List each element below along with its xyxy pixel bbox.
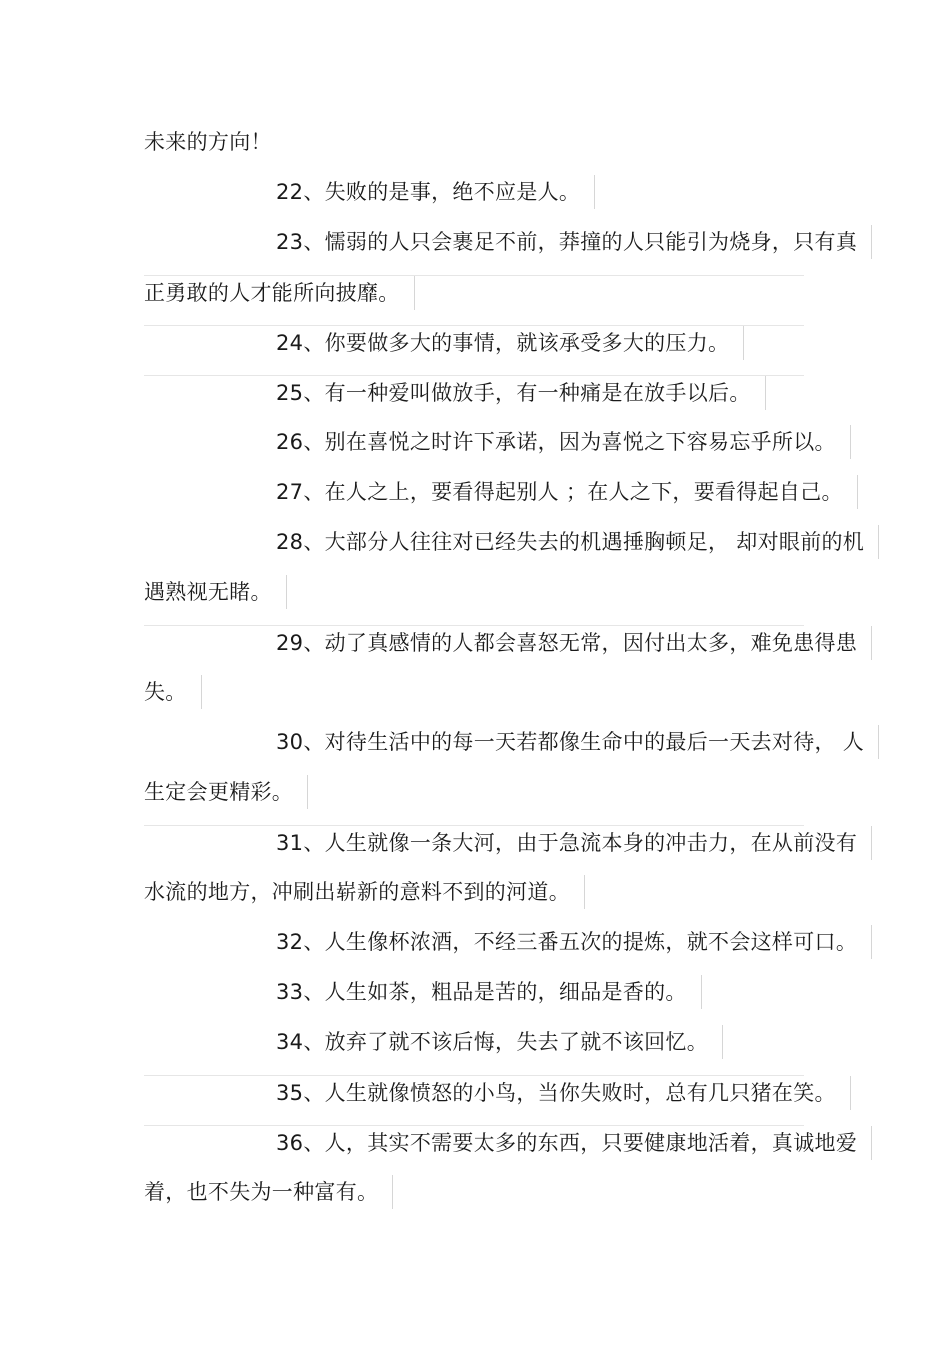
text-line: 失。 — [144, 675, 804, 709]
text-line: 29、动了真感情的人都会喜怒无常，因付出太多，难免患得患 — [144, 625, 804, 660]
text-line: 25、有一种爱叫做放手，有一种痛是在放手以后。 — [144, 375, 804, 410]
text-line: 36、人，其实不需要太多的东西，只要健康地活着，真诚地爱 — [144, 1125, 804, 1160]
text-line: 31、人生就像一条大河，由于急流本身的冲击力，在从前没有 — [144, 825, 804, 860]
text-line: 正勇敢的人才能所向披靡。 — [144, 275, 804, 310]
text-line: 水流的地方，冲刷出崭新的意料不到的河道。 — [144, 875, 804, 909]
text-line: 23、懦弱的人只会裹足不前，莽撞的人只能引为烧身，只有真 — [144, 225, 804, 259]
text-line: 着，也不失为一种富有。 — [144, 1175, 804, 1209]
text-line: 30、对待生活中的每一天若都像生命中的最后一天去对待， 人 — [144, 725, 804, 759]
text-line: 33、人生如茶，粗品是苦的，细品是香的。 — [144, 975, 804, 1009]
text-line: 22、失败的是事，绝不应是人。 — [144, 175, 804, 209]
text-line: 24、你要做多大的事情，就该承受多大的压力。 — [144, 325, 804, 360]
text-line: 27、在人之上，要看得起别人 ；在人之下，要看得起自己。 — [144, 475, 804, 509]
text-line: 生定会更精彩。 — [144, 775, 804, 809]
text-line: 35、人生就像愤怒的小鸟，当你失败时，总有几只猪在笑。 — [144, 1075, 804, 1110]
text-line: 34、放弃了就不该后悔，失去了就不该回忆。 — [144, 1025, 804, 1059]
text-line: 32、人生像杯浓酒，不经三番五次的提炼，就不会这样可口。 — [144, 925, 804, 959]
text-line: 遇熟视无睹。 — [144, 575, 804, 609]
text-line: 28、大部分人往往对已经失去的机遇捶胸顿足， 却对眼前的机 — [144, 525, 804, 559]
text-line: 26、别在喜悦之时许下承诺，因为喜悦之下容易忘乎所以。 — [144, 425, 804, 459]
text-line: 未来的方向！ — [144, 130, 272, 154]
